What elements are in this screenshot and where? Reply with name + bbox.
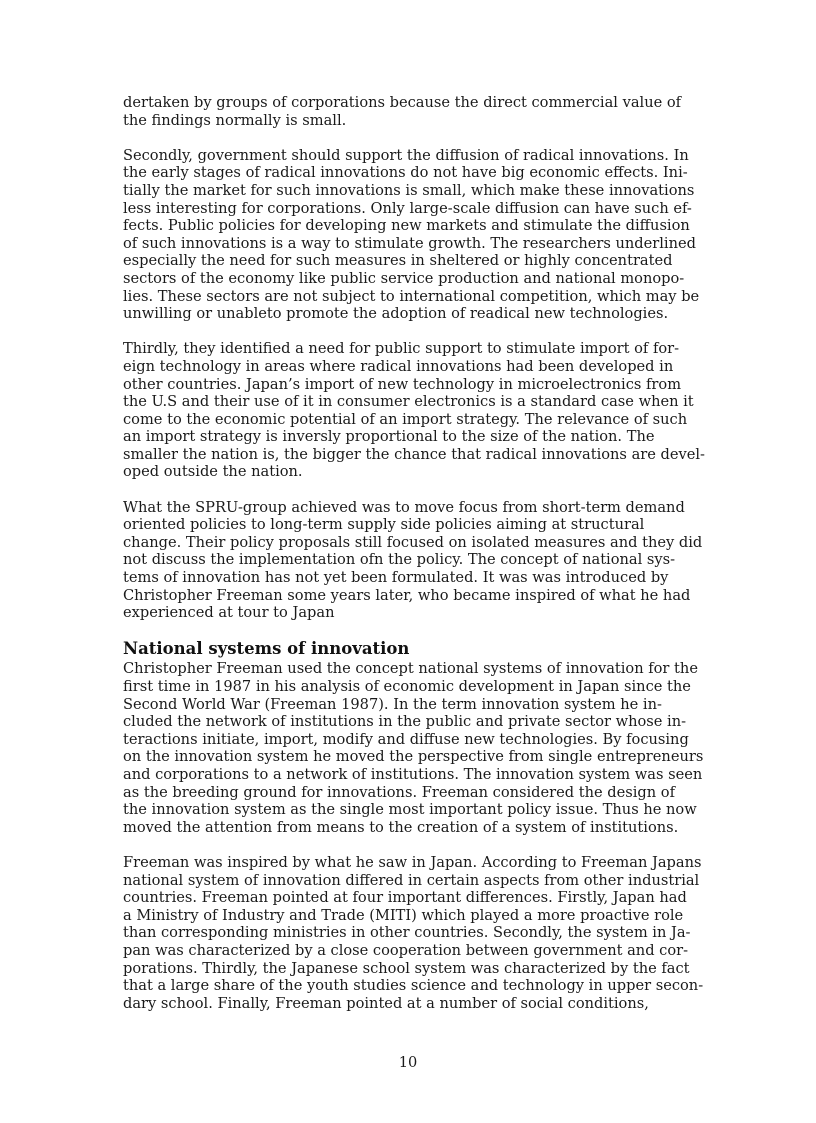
text-line: cluded the network of institutions in the public and private sector whose in- <box>123 713 687 731</box>
text-line: less interesting for corporations. Only large-scale diffusion can have such ef- <box>123 199 692 217</box>
text-line: dertaken by groups of corporations because the direct commercial value of <box>123 94 682 111</box>
text-line: an import strategy is inversly proportional to the size of the nation. The <box>123 428 655 446</box>
text-line: sectors of the economy like public service production and national monopo- <box>123 269 685 287</box>
page-number: 10 <box>398 1054 418 1071</box>
text-line: eign technology in areas where radical innovations had been developed in <box>123 357 674 375</box>
section-heading: National systems of innovation <box>123 639 410 659</box>
text-line: other countries. Japan’s import of new technology in microelectronics from <box>123 375 682 393</box>
text-line: first time in 1987 in his analysis of economic development in Japan since the <box>123 678 691 695</box>
text-line: not discuss the implementation ofn the policy. The concept of national sys- <box>123 551 676 569</box>
text-line: a Ministry of Industry and Trade (MITI) which played a more proactive role <box>123 906 684 924</box>
paragraph <box>123 660 723 836</box>
text-line: What the SPRU-group achieved was to move focus from short-term demand <box>123 498 685 516</box>
text-line: change. Their policy proposals still focused on isolated measures and they did <box>123 533 703 551</box>
text-line: Freeman was inspired by what he saw in Japan. According to Freeman Japans <box>123 853 702 871</box>
text-line: Secondly, government should support the diffusion of radical innovations. In <box>123 146 689 164</box>
text-line: tems of innovation has not yet been formulated. It was was introduced by <box>123 569 669 587</box>
text-line: Christopher Freeman some years later, who became inspired of what he had <box>123 586 691 604</box>
text-line: smaller the nation is, the bigger the chance that radical innovations are devel- <box>123 445 705 463</box>
text-line: Thirdly, they identified a need for public support to stimulate import of for- <box>123 340 680 358</box>
text-line: unwilling or unableto promote the adoption of readical new technologies. <box>123 305 669 323</box>
paragraph <box>123 499 723 622</box>
text-line: lies. These sectors are not subject to international competition, which may be <box>123 287 700 305</box>
body-text-before-heading <box>123 94 723 622</box>
text-line: experienced at tour to Japan <box>123 604 335 622</box>
text-line: that a large share of the youth studies science and technology in upper secon- <box>123 977 704 995</box>
text-line: fects. Public policies for developing new markets and stimulate the diffusion <box>123 217 690 235</box>
text-line: the early stages of radical innovations do not have big economic effects. Ini- <box>123 164 688 182</box>
text-line: dary school. Finally, Freeman pointed at a number of social conditions, <box>123 994 649 1012</box>
text-line: especially the need for such measures in sheltered or highly concentrated <box>123 252 673 270</box>
paragraph <box>123 854 723 1012</box>
text-line: than corresponding ministries in other countries. Secondly, the system in Ja- <box>123 924 691 942</box>
text-line: as the breeding ground for innovations. Freeman considered the design of <box>123 783 675 801</box>
text-line: the findings normally is small. <box>123 111 347 129</box>
text-line: of such innovations is a way to stimulate growth. The researchers underlined <box>123 234 696 252</box>
page-body <box>123 94 723 1030</box>
text-line: the U.S and their use of it in consumer electronics is a standard case when it <box>123 393 694 411</box>
text-line: the innovation system as the single most important policy issue. Thus he now <box>123 801 697 819</box>
text-line: on the innovation system he moved the perspective from single entrepreneurs <box>123 748 704 766</box>
text-line: national system of innovation differed in certain aspects from other industrial <box>123 871 700 889</box>
text-line: oped outside the nation. <box>123 463 303 481</box>
paragraph <box>123 340 723 481</box>
text-line: Second World War (Freeman 1987). In the term innovation system he in- <box>123 695 662 713</box>
paragraph <box>123 147 723 323</box>
text-line: Christopher Freeman used the concept national systems of innovation for the <box>123 660 698 678</box>
text-line: teractions initiate, import, modify and diffuse new technologies. By focusing <box>123 730 689 748</box>
text-line: moved the attention from means to the creation of a system of institutions. <box>123 818 679 836</box>
text-line: porations. Thirdly, the Japanese school system was characterized by the fact <box>123 959 690 977</box>
text-line: pan was characterized by a close cooperation between government and cor- <box>123 941 689 959</box>
text-line: tially the market for such innovations is small, which make these innovations <box>123 181 695 199</box>
text-line: come to the economic potential of an import strategy. The relevance of such <box>123 410 688 428</box>
body-text-after-heading <box>123 660 723 1012</box>
text-line: countries. Freeman pointed at four important differences. Firstly, Japan had <box>123 889 687 907</box>
paragraph <box>123 94 723 129</box>
text-line: and corporations to a network of institutions. The innovation system was seen <box>123 765 703 783</box>
text-line: oriented policies to long-term supply side policies aiming at structural <box>123 516 645 534</box>
